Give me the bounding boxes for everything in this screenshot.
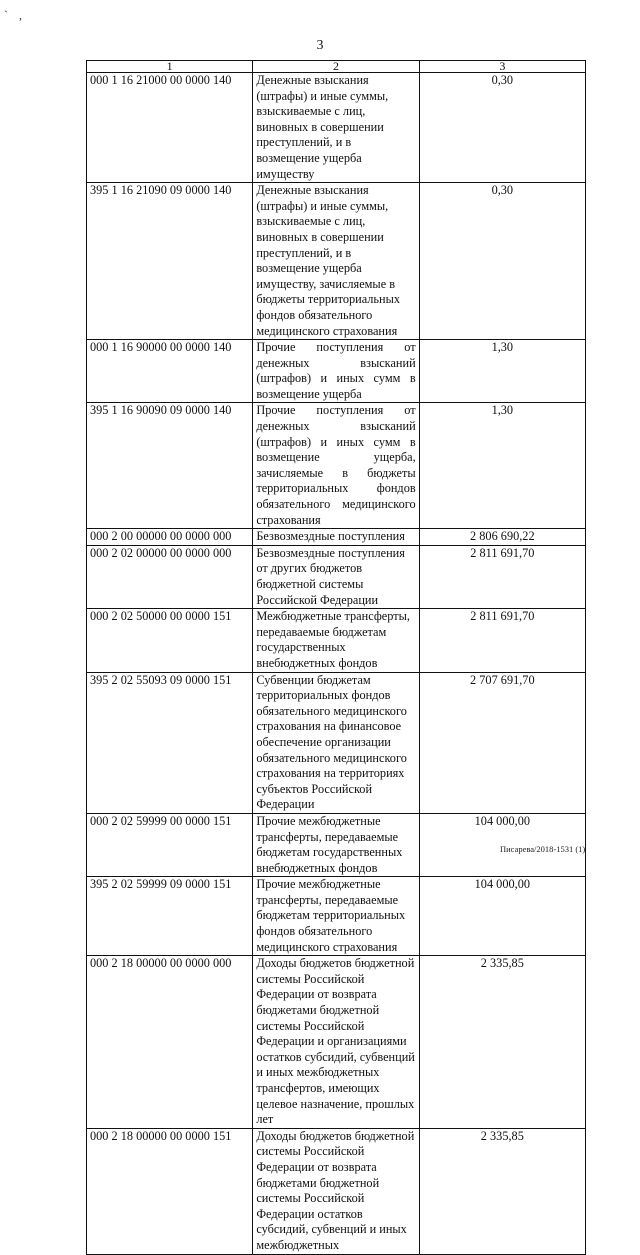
row-name: Прочие поступления от денежных взысканий (штрафов) и иных сумм в возмещение ущерба, зачисляемые в бюджеты территориальных фондов обязательного медицинского страхования: [253, 403, 419, 529]
table-row: [87, 545, 586, 608]
table-row: [87, 1128, 586, 1254]
row-code: 000 2 00 00000 00 0000 000: [87, 529, 253, 546]
row-code: 000 2 02 00000 00 0000 000: [87, 545, 253, 608]
row-amount: 2 806 690,22: [419, 529, 585, 546]
table-row: [87, 340, 586, 403]
row-amount: 2 707 691,70: [419, 672, 585, 813]
row-name: Денежные взыскания (штрафы) и иные суммы, взыскиваемые с лиц, виновных в совершении преступлений, и в возмещение ущерба имуществу, зачисляемые в бюджеты территориальных фондов обязательного медицинского страхования: [253, 183, 419, 340]
row-name: Денежные взыскания (штрафы) и иные суммы, взыскиваемые с лиц, виновных в совершении преступлений, и в возмещение ущерба имуществу: [253, 73, 419, 183]
table-header-row: [87, 61, 586, 73]
row-name: Безвозмездные поступления: [253, 529, 419, 546]
table-row: [87, 956, 586, 1129]
row-name: Прочие межбюджетные трансферты, передаваемые бюджетам территориальных фондов обязательного медицинского страхования: [253, 877, 419, 956]
row-amount: 2 335,85: [419, 956, 585, 1129]
row-name: Доходы бюджетов бюджетной системы Российской Федерации от возврата бюджетами бюджетной системы Российской Федерации и организациями остатков субсидий, субвенций и иных межбюджетных трансфертов, имеющих целевое назначение, прошлых лет: [253, 956, 419, 1129]
scan-marks: ` ,: [4, 8, 26, 22]
row-code: 395 2 02 59999 09 0000 151: [87, 877, 253, 956]
row-code: 000 2 18 00000 00 0000 151: [87, 1128, 253, 1254]
row-amount: 2 811 691,70: [419, 545, 585, 608]
row-code: 395 2 02 55093 09 0000 151: [87, 672, 253, 813]
table-row: [87, 877, 586, 956]
table-row: [87, 183, 586, 340]
row-code: 000 1 16 21000 00 0000 140: [87, 73, 253, 183]
row-code: 000 2 02 50000 00 0000 151: [87, 609, 253, 672]
row-amount: 104 000,00: [419, 877, 585, 956]
table-row: [87, 73, 586, 183]
row-code: 395 1 16 21090 09 0000 140: [87, 183, 253, 340]
row-amount: 1,30: [419, 340, 585, 403]
row-code: 395 1 16 90090 09 0000 140: [87, 403, 253, 529]
document-footer-code: Писарева/2018-1531 (1): [500, 844, 586, 854]
budget-table: [86, 60, 586, 1255]
row-name: Субвенции бюджетам территориальных фондов обязательного медицинского страхования на финансовое обеспечение организации обязательного медицинского страхования на территориях субъектов Российской Федерации: [253, 672, 419, 813]
row-code: 000 1 16 90000 00 0000 140: [87, 340, 253, 403]
table-body: [87, 61, 586, 1255]
row-name: Безвозмездные поступления от других бюджетов бюджетной системы Российской Федерации: [253, 545, 419, 608]
row-name: Прочие поступления от денежных взысканий (штрафов) и иных сумм в возмещение ущерба: [253, 340, 419, 403]
row-name: Доходы бюджетов бюджетной системы Российской Федерации от возврата бюджетами бюджетной системы Российской Федерации остатков субсидий, субвенций и иных межбюджетных: [253, 1128, 419, 1254]
row-code: 000 2 02 59999 00 0000 151: [87, 813, 253, 876]
row-amount: 2 335,85: [419, 1128, 585, 1254]
row-amount: 2 811 691,70: [419, 609, 585, 672]
row-name: Межбюджетные трансферты, передаваемые бюджетам государственных внебюджетных фондов: [253, 609, 419, 672]
table-row: [87, 672, 586, 813]
column-header-code: 1: [87, 61, 253, 73]
table-row: [87, 403, 586, 529]
column-header-amount: 3: [419, 61, 585, 73]
row-amount: 0,30: [419, 73, 585, 183]
column-header-name: 2: [253, 61, 419, 73]
row-amount: 104 000,00: [419, 813, 585, 876]
row-code: 000 2 18 00000 00 0000 000: [87, 956, 253, 1129]
row-amount: 0,30: [419, 183, 585, 340]
row-name: Прочие межбюджетные трансферты, передаваемые бюджетам государственных внебюджетных фондов: [253, 813, 419, 876]
table-row: [87, 529, 586, 546]
table-row: [87, 609, 586, 672]
row-amount: 1,30: [419, 403, 585, 529]
page-number: 3: [316, 38, 324, 53]
